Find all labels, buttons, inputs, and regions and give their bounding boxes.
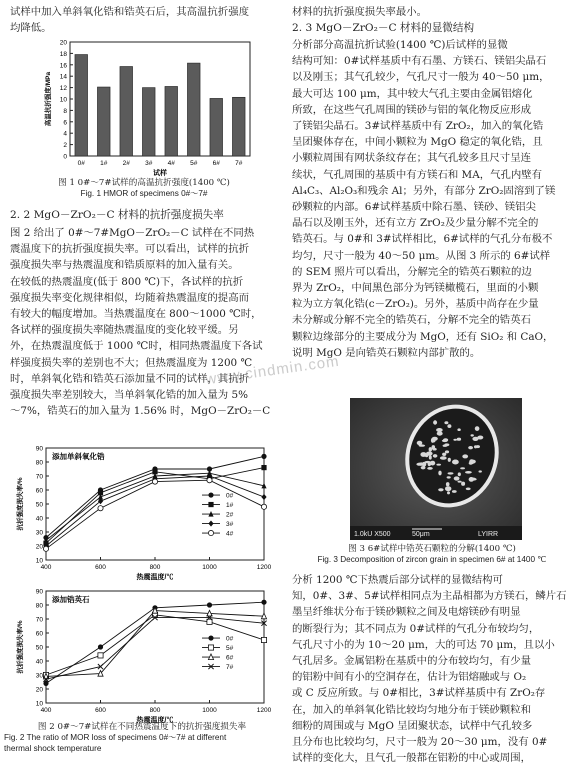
x-tick-label: 6# [212, 160, 220, 167]
text-line: 说明 MgO 是向锆英石颗粒内部扩散的。 [292, 346, 481, 359]
data-point [208, 492, 213, 497]
bar [165, 86, 178, 156]
text-line: 或 C 反应所致。与 0#相比，3#试样基质中有 ZrO₂存 [292, 687, 546, 700]
x-tick-label: 1200 [256, 707, 272, 714]
data-point [261, 600, 266, 605]
zirconia-grain [426, 452, 433, 456]
figure-2-caption-cn: 图 2 0#～7#试样在不同热震温度下的抗折强度损失率 [37, 722, 247, 732]
x-tick-label: 3# [145, 160, 153, 167]
zirconia-grain [469, 477, 474, 482]
text-line: 所致，在这些气孔周围的镁砂与铝的氧化物反应形成 [292, 103, 531, 116]
y-axis-label: 抗折强度损失率/% [17, 477, 24, 531]
x-tick-label: 1000 [202, 564, 217, 571]
figure-3-sem-micrograph [350, 398, 522, 540]
plot-frame [70, 42, 250, 156]
zirconia-grain [454, 476, 460, 480]
figure-1-bar-chart [12, 38, 274, 178]
x-tick-label: 800 [149, 564, 161, 571]
text-line: 的断裂行为；其不同点为 0#试样的气孔分布较均匀， [292, 622, 540, 635]
y-tick-label: 8 [63, 107, 67, 115]
figure-2-top-line-chart [6, 440, 278, 583]
figure-1-caption-cn: 图 1 0#～7#试样的高温抗折强度(1400 ℃) [58, 178, 230, 188]
data-point [261, 504, 266, 509]
text-line: 图 2 给出了 0#～7#MgO－ZrO₂－C 试样在不同热 [10, 227, 255, 239]
micrograph-lab-label: LYIRR [478, 531, 499, 538]
data-point [98, 653, 103, 658]
zirconia-grain [427, 467, 433, 470]
zirconia-grain [436, 464, 441, 466]
y-tick-label: 70 [35, 473, 43, 481]
section-2-3-body [292, 37, 572, 361]
text-line: 分析部分高温抗折试验(1400 ℃)后试样的显微 [292, 39, 508, 51]
text-line: 粒为立方氧化锆(c－ZrO₂)。另外，基质中尚存在少量 [292, 298, 539, 311]
text-line: 气孔尺寸小的为 10～20 μm，大的可达 70 μm，且以小 [292, 638, 555, 651]
x-tick-label: 7# [235, 160, 243, 167]
section-2-2-body [10, 225, 278, 419]
text-line: 颗粒边缘部分的主要成分为 MgO，还有 SiO₂ 和 CaO， [292, 330, 554, 343]
y-tick-label: 18 [59, 50, 67, 58]
text-line: 且分布也比较均匀，尺寸一般为 20～30 μm，没有 0# [292, 736, 548, 749]
zirconia-grain [447, 476, 451, 478]
text-line: 均降低。 [10, 22, 52, 35]
zirconia-grain [479, 470, 482, 472]
zirconia-grain [430, 461, 435, 466]
data-point [152, 479, 157, 484]
figure-1-caption-en: Fig. 1 HMOR of specimens 0#～7# [80, 189, 208, 198]
zirconia-grain [437, 431, 443, 435]
zirconia-grain [445, 486, 451, 491]
data-point [208, 502, 213, 507]
bar [75, 55, 88, 156]
y-tick-label: 20 [59, 39, 67, 47]
text-line: 锆英石。与 0#和 3#试样相比，6#试样的气孔分布极不 [292, 233, 553, 246]
text-line: 试样的变化大，且气孔一般都在铝粉的中心或周围， [292, 752, 531, 765]
text-line: 强度损失率差别较大，当单斜氧化锆的加入量为 5% [10, 389, 248, 402]
text-line: 各试样的强度损失率随热震温度的变化较平缓。另 [10, 324, 239, 337]
text-line: 均匀，尺寸一般为 40～50 μm。从图 3 所示的 6#试样 [292, 249, 551, 262]
figure-1-caption [10, 178, 278, 200]
bar [210, 98, 223, 156]
legend-label: 0# [226, 492, 234, 500]
zirconia-grain [465, 471, 472, 474]
y-tick-label: 90 [35, 445, 43, 453]
zirconia-grain [429, 455, 432, 459]
section-2-2-title: 2. 2 MgO－ZrO₂－C 材料的抗折强度损失率 [10, 209, 224, 221]
data-point [208, 635, 213, 640]
zirconia-grain [476, 445, 480, 448]
y-tick-label: 14 [59, 73, 67, 81]
zirconia-grain [445, 450, 449, 453]
micrograph-scale-bar-label: 50μm [412, 531, 430, 538]
zirconia-grain [452, 490, 457, 493]
chart-title: 添加单斜氧化锆 [52, 452, 105, 461]
x-tick-label: 1# [100, 160, 108, 167]
bar [120, 67, 133, 156]
legend-label: 2# [226, 511, 234, 519]
data-point [208, 520, 213, 526]
bar [232, 97, 245, 156]
zirconia-grain [431, 438, 434, 443]
data-point [261, 454, 266, 459]
chart-title: 添加锆英石 [52, 595, 90, 604]
data-point [207, 602, 212, 607]
y-tick-label: 80 [35, 459, 43, 467]
figure-2-caption-en-2: thermal shock temperature [4, 743, 102, 753]
micrograph-image [350, 398, 522, 540]
y-axis-label: 高温抗折强度/MPa [45, 71, 52, 127]
legend-label: 4# [226, 530, 234, 538]
data-point [207, 478, 212, 483]
y-tick-label: 30 [35, 529, 43, 537]
data-point [261, 637, 266, 642]
data-point [261, 494, 266, 500]
y-tick-label: 6 [63, 119, 67, 127]
zirconia-grain [432, 448, 436, 451]
y-tick-label: 0 [63, 153, 67, 161]
text-line: 时，单斜氧化锆和锆英石添加量不同的试样，其抗折 [10, 372, 249, 385]
watermark: www.cindmin.com [204, 352, 341, 389]
zirconia-grain [447, 491, 450, 494]
y-tick-label: 10 [59, 96, 67, 104]
text-line: 墨呈纤维状分布于镁砂颗粒之间及电熔镁砂有明显 [292, 606, 521, 619]
zirconia-grain [442, 440, 448, 443]
y-tick-label: 20 [35, 543, 43, 551]
micrograph-scale-label: 1.0kU X500 [354, 531, 391, 538]
zirconia-grain [460, 467, 465, 469]
x-tick-label: 400 [40, 564, 52, 571]
zirconia-grain [453, 439, 457, 441]
zirconia-grain [447, 424, 451, 428]
text-line: 分析 1200 ℃下热震后部分试样的显微结构可 [292, 574, 503, 586]
data-point [98, 644, 103, 649]
data-point [98, 506, 103, 511]
zirconia-grain [466, 488, 471, 491]
zirconia-grain [462, 454, 468, 458]
data-point [43, 546, 48, 551]
bar [142, 88, 155, 156]
zirconia-grain [472, 437, 478, 441]
y-tick-label: 80 [35, 602, 43, 610]
y-axis-label: 抗折强度损失率/% [17, 620, 24, 674]
zirconia-grain [438, 488, 443, 491]
zirconia-grain [433, 420, 437, 424]
y-tick-label: 60 [35, 630, 43, 638]
text-line: 了镁铝尖晶石。3#试样基质中有 ZrO₂，加入的氧化锆 [292, 120, 544, 133]
text-line: 有较大的幅度增加。当热震温度在 800～1000 ℃时， [10, 308, 262, 321]
bar [187, 63, 200, 156]
figure-2-bottom-line-chart [6, 583, 278, 726]
figure-3-caption [292, 544, 572, 566]
zirconia-grain [440, 456, 447, 460]
zirconia-grain [454, 460, 457, 462]
text-line: 未分解或分解不完全的锆英石，分解不完全的锆英石 [292, 314, 531, 327]
zirconia-grain [416, 463, 423, 466]
y-tick-label: 4 [63, 130, 67, 138]
x-tick-label: 0# [77, 160, 85, 167]
zirconia-grain [420, 452, 426, 457]
y-tick-label: 90 [35, 588, 43, 596]
right-top [292, 4, 572, 20]
data-point [208, 645, 213, 650]
y-tick-label: 12 [59, 85, 67, 93]
text-line: 最大可达 100 μm，其中较大气孔主要由金属铝熔化 [292, 87, 533, 100]
legend-label: 0# [226, 635, 234, 643]
figure-2-caption [4, 722, 280, 754]
zirconia-grain [448, 472, 454, 474]
x-axis-label: 试样 [153, 170, 167, 177]
x-tick-label: 5# [190, 160, 198, 167]
x-axis-label: 热震温度/℃ [136, 717, 174, 724]
text-line: 强度损失率变化规律相似，均随着热震温度的提高而 [10, 291, 249, 304]
text-line: 小颗粒周围有网状条纹存在；其气孔较多且尺寸呈连 [292, 152, 531, 165]
zirconia-grain [457, 438, 461, 441]
x-tick-label: 1200 [256, 564, 272, 571]
zirconia-grain [457, 428, 460, 431]
data-point [261, 465, 266, 470]
legend-label: 1# [226, 502, 234, 510]
zirconia-grain [417, 441, 423, 445]
text-line: 砂颗粒的内部。6#试样基质中除石墨、镁砂、镁铝尖 [292, 201, 536, 214]
zirconia-grain [443, 445, 448, 447]
zirconia-grain [429, 447, 432, 452]
text-line: Al₄C₃、Al₂O₃和残余 Al；另外，有部分 ZrO₂固溶到了镁 [292, 184, 556, 197]
text-line: 材料的抗折强度损失率最小。 [292, 6, 428, 18]
y-tick-label: 70 [35, 616, 43, 624]
text-line: 续状，气孔周围的基质中有方镁石和 MA，气孔内壁有 [292, 168, 543, 181]
x-tick-label: 600 [95, 707, 106, 714]
text-line: 试样中加入单斜氧化锆和锆英石后，其高温抗折强度 [10, 6, 249, 18]
legend-label: 3# [226, 521, 234, 529]
y-tick-label: 30 [35, 672, 43, 680]
text-line: 晶石以及刚玉外，还有立方 ZrO₂及少量分解不完全的 [292, 217, 539, 230]
right-bottom-body [292, 572, 572, 766]
text-line: 强度损失率与热震温度和锆质原料的加入量有关。 [10, 259, 239, 272]
figure-3-caption-cn: 图 3 6#试样中锆英石颗粒的分解(1400 ℃) [348, 544, 516, 554]
bar [97, 87, 110, 156]
text-line: 震温度下的抗折强度损失率。可以看出，试样的抗折 [10, 243, 249, 256]
y-tick-label: 40 [35, 515, 43, 523]
x-tick-label: 2# [122, 160, 130, 167]
figure-2-caption-en-1: Fig. 2 The ratio of MOR loss of specimens 0#～7# at different [4, 733, 227, 742]
text-line: 的铝粉中间有小的空洞存在，估计为铝熔融或与 O₂ [292, 671, 527, 684]
x-tick-label: 800 [149, 707, 161, 714]
y-tick-label: 16 [59, 62, 67, 70]
text-line: 的 SEM 照片可以看出，分解完全的锆英石颗粒的边 [292, 265, 532, 278]
zirconia-grain [461, 482, 465, 486]
figure-3-caption-en: Fig. 3 Decomposition of zircon grain in specimen 6# at 1400 ℃ [317, 555, 547, 564]
zirconia-grain [458, 481, 462, 483]
zirconia-grain [475, 426, 480, 431]
y-tick-label: 10 [35, 700, 43, 708]
x-tick-label: 4# [167, 160, 175, 167]
y-tick-label: 50 [35, 644, 43, 652]
zirconia-grain [433, 454, 438, 458]
y-tick-label: 20 [35, 686, 43, 694]
text-line: 界为 ZrO₂，中间黑色部分为钙镁橄榄石，里面的小颗 [292, 282, 539, 295]
zirconia-grain [469, 459, 474, 464]
text-line: 以及刚玉；其气孔较少，气孔尺寸一般为 40～50 μm， [292, 71, 550, 84]
text-line: ～7%，锆英石的加入量为 1.56% 时，MgO－ZrO₂－C [10, 405, 271, 418]
text-line: 气孔居多。金属铝粉在基质中的分布较均匀，有少量 [292, 655, 531, 668]
text-line: 知，0#、3#、5#试样相同点为主晶相都为方镁石，鳞片石 [292, 590, 567, 603]
legend-label: 6# [226, 654, 234, 662]
data-point [208, 530, 213, 535]
y-tick-label: 40 [35, 658, 43, 666]
zirconia-grain [442, 453, 446, 456]
section-2-3-title: 2. 3 MgO－ZrO₂－C 材料的显微结构 [292, 22, 475, 34]
text-line: 结构可知：0#试样基质中有石墨、方镁石、镁铝尖晶石 [292, 55, 547, 68]
zirconia-grain [468, 446, 473, 449]
zirconia-grain [448, 458, 451, 462]
y-tick-label: 60 [35, 487, 43, 495]
x-axis-label: 热震温度/℃ [136, 574, 174, 581]
zirconia-grain [424, 461, 431, 463]
legend-label: 7# [226, 664, 234, 672]
y-tick-label: 2 [63, 142, 67, 150]
text-line: 样强度损失率的差别也不大；但热震温度为 1200 ℃ [10, 356, 253, 369]
zirconia-grain [471, 434, 474, 436]
zirconia-grain [444, 421, 448, 424]
y-tick-label: 50 [35, 501, 43, 509]
y-tick-label: 10 [35, 557, 43, 565]
zirconia-grain [438, 471, 441, 476]
zirconia-grain [446, 482, 450, 486]
zirconia-grain [458, 472, 461, 476]
x-tick-label: 1000 [202, 707, 217, 714]
text-line: 在，加入的单斜氧化锆比较均匀地分布于镁砂颗粒和 [292, 703, 531, 716]
legend-label: 5# [226, 645, 234, 653]
left-intro [10, 4, 278, 36]
text-line: 细粉的周围或与 MgO 呈团聚状态，试样中气孔较多 [292, 719, 533, 732]
text-line: 在较低的热震温度(低于 800 ℃)下，各试样的抗折 [10, 275, 244, 288]
x-tick-label: 600 [95, 564, 106, 571]
text-line: 外，在热震温度低于 1000 ℃时，相同热震温度下各试 [10, 340, 263, 353]
text-line: 呈团聚体存在，中间小颗粒为 MgO 稳定的氧化锆，且 [292, 136, 543, 149]
x-tick-label: 400 [40, 707, 52, 714]
